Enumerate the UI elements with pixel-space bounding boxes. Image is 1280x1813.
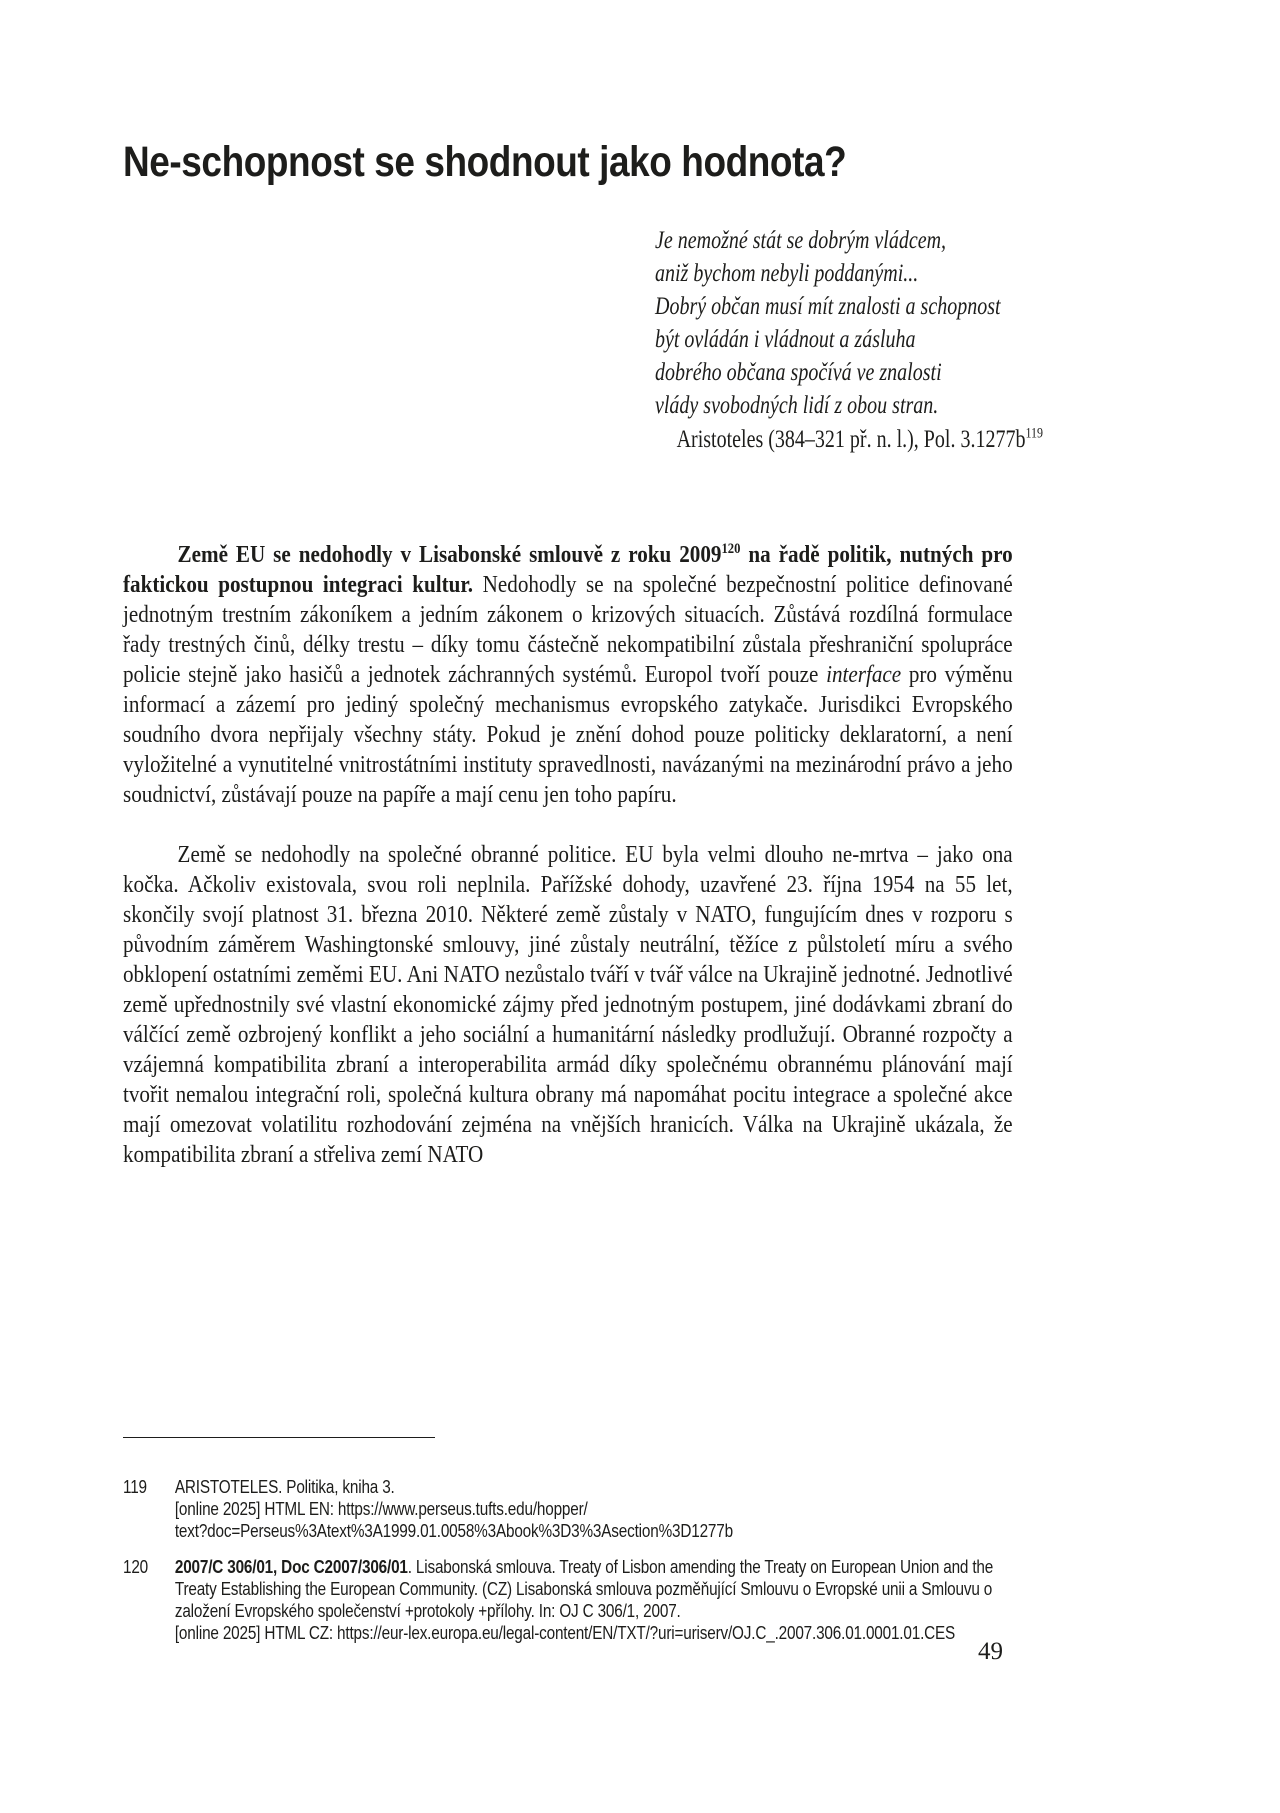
page-title: Ne-schopnost se shodnout jako hodnota? <box>123 137 847 186</box>
footnote-line: ARISTOTELES. Politika, kniha 3. <box>174 1477 395 1497</box>
footnote-text <box>175 1556 999 1644</box>
footnote-separator-rule <box>123 1437 435 1438</box>
footnote-number: 119 <box>123 1477 147 1497</box>
footnote-119 <box>123 1476 999 1542</box>
footnote-ref-120: 120 <box>721 541 741 557</box>
footnote-line: text?doc=Perseus%3Atext%3A1999.01.0058%3Abook%3D3%3Asection%3D1277b <box>174 1521 733 1541</box>
footnote-120 <box>123 1556 999 1644</box>
footnote-number: 120 <box>123 1557 149 1577</box>
page-number: 49 <box>978 1638 1003 1665</box>
epigraph-line: Dobrý občan musí mít znalosti a schopnost <box>655 293 1001 320</box>
footnote-ref-119: 119 <box>1025 425 1044 442</box>
paragraph-1: Země EU se nedohodly v Lisabonské smlouvě z roku 2009$^{120}$ na řadě politik, nutných pro faktickou postupnou integraci kultur. Nedohodly se na společné bezpečnostní politice definované jednotným trestním zákoníkem a jedním zákonem o krizových situacích. Zůstává rozdílná formulace řady trestných činů, délky trestu – díky tomu částečně nekompatibilní zůstala přeshraniční spolupráce policie stejně jako hasičů a jednotek záchranných systémů. Europol tvoří pouze interface pro výměnu informací a zázemí pro jediný společný mechanismus evropského zatykače. Jurisdikci Evropského soudního dvora nepřijaly všechny státy. Pokud je znění dohod pouze politicky deklaratorní, a není vyložitelné a vynutitelné vnitrostátními instituty spravedlnosti, navázanými na mezinárodní právo a jeho soudnictví, zůstávají pouze na papíře a mají cenu jen toho papíru. <box>123 541 1013 808</box>
body-text <box>123 540 1013 1170</box>
epigraph-line: Je nemožné stát se dobrým vládcem, <box>655 227 947 254</box>
italic-term: interface <box>826 662 902 688</box>
epigraph-attribution: Aristoteles (384–321 př. n. l.), Pol. 3.1277b$^{119}$ <box>676 425 1044 453</box>
epigraph-line: vlády svobodných lidí z obou stran. <box>655 392 939 419</box>
epigraph-line: aniž bychom nebyli poddanými... <box>655 260 919 287</box>
footnote-text <box>175 1476 999 1542</box>
footnote-line: [online 2025] HTML CZ: https://eur-lex.europa.eu/legal-content/EN/TXT/?uri=uriserv/OJ.C_.2007.306.01.0001.01.CES <box>174 1623 956 1643</box>
footnote-line: [online 2025] HTML EN: https://www.perseus.tufts.edu/hopper/ <box>174 1499 588 1519</box>
epigraph <box>655 224 1043 456</box>
footnote-body: 2007/C 306/01, Doc C2007/306/01. Lisabonská smlouva. Treaty of Lisbon amending the Treaty on European Union and the Treaty Establishing the European Community. (CZ) Lisabonská smlouva pozměňující Smlouvu o Evropské unii a Smlouvu o založení Evropského společenství +protokoly +přílohy. In: OJ C 306/1, 2007. <box>174 1557 994 1621</box>
epigraph-line: být ovládán i vládnout a zásluha <box>655 326 916 353</box>
footnotes <box>123 1476 999 1644</box>
epigraph-line: dobrého občana spočívá ve znalosti <box>655 359 942 386</box>
paragraph-2: Země se nedohodly na společné obranné politice. EU byla velmi dlouho ne-mrtva – jako ona kočka. Ačkoliv existovala, svou roli neplnila. Pařížské dohody, uzavřené 23. října 1954 na 55 let, skončily svojí platnost 31. března 2010. Některé země zůstaly v NATO, fungujícím dnes v rozporu s původním záměrem Washingtonské smlouvy, jiné zůstaly neutrální, těžíce z půlstoletí míru a svého obklopení ostatními zeměmi EU. Ani NATO nezůstalo tváří v tvář válce na Ukrajině jednotné. Jednotlivé země upřednostnily své vlastní ekonomické zájmy před jednotným postupem, jiné dodávkami zbraní do válčící země ozbrojený konflikt a jeho sociální a humanitární následky prodlužují. Obranné rozpočty a vzájemná kompatibilita zbraní a interoperabilita armád díky společnému obrannému plánování mají tvořit nemalou integrační roli, společná kultura obrany má napomáhat pocitu integrace a společné akce mají omezovat volatilitu rozhodování zejména na vnějších hranicích. Válka na Ukrajině ukázala, že kompatibilita zbraní a střeliva zemí NATO <box>123 842 1013 1168</box>
